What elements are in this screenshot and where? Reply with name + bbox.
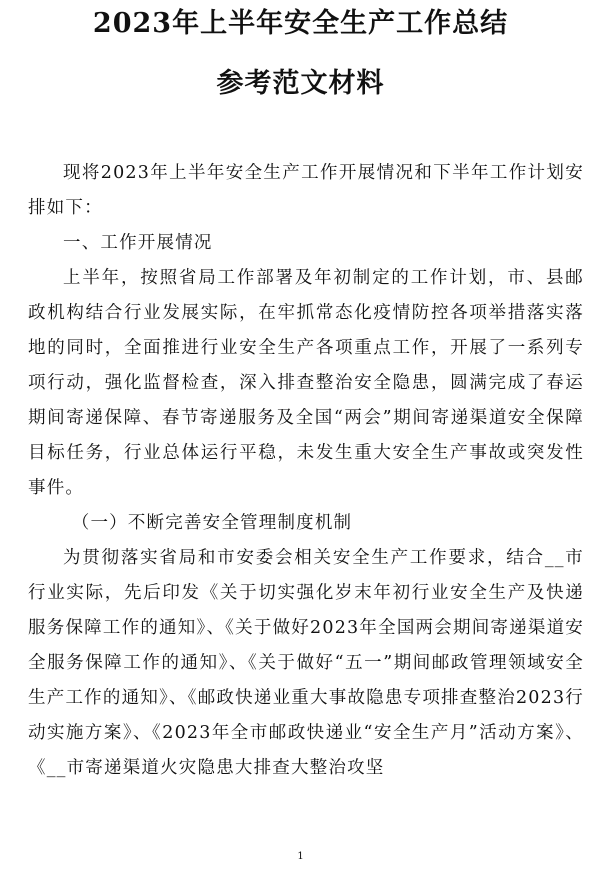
document-body	[28, 156, 584, 786]
subsection-heading: （一）不断完善安全管理制度机制	[71, 513, 353, 533]
page-number: 1	[297, 851, 304, 862]
section-paragraph: 上半年，按照省局工作部署及年初制定的工作计划，市、县邮政机构结合行业发展实际，在牢抓常态化疫情防控各项举措落实落地的同时，全面推进行业安全生产各项重点工作，开展了一系列专项行动，强化监督检查，深入排查整治安全隐患，圆满完成了春运期间寄递保障、春节寄递服务及全国“两会”期间寄递渠道安全保障目标任务，行业总体运行平稳，未发生重大安全生产事故或突发性事件。	[28, 268, 584, 498]
intro-paragraph: 现将2023年上半年安全生产工作开展情况和下半年工作计划安排如下：	[28, 163, 584, 218]
section-heading: 一、工作开展情况	[63, 233, 213, 253]
document-title: 2023年上半年安全生产工作总结	[92, 8, 509, 39]
document-subtitle: 参考范文材料	[216, 68, 385, 99]
subsection-paragraph: 为贯彻落实省局和市安委会相关安全生产工作要求，结合__市行业实际，先后印发《关于切实强化岁末年初行业安全生产及快递服务保障工作的通知》、《关于做好2023年全国两会期间寄递渠道安全服务保障工作的通知》、《关于做好“五一”期间邮政管理领域安全生产工作的通知》、《邮政快递业重大事故隐患专项排查整治2023行动实施方案》、《2023年全市邮政快递业“安全生产月”活动方案》、《__市寄递渠道火灾隐患大排查大整治攻坚	[28, 548, 584, 778]
